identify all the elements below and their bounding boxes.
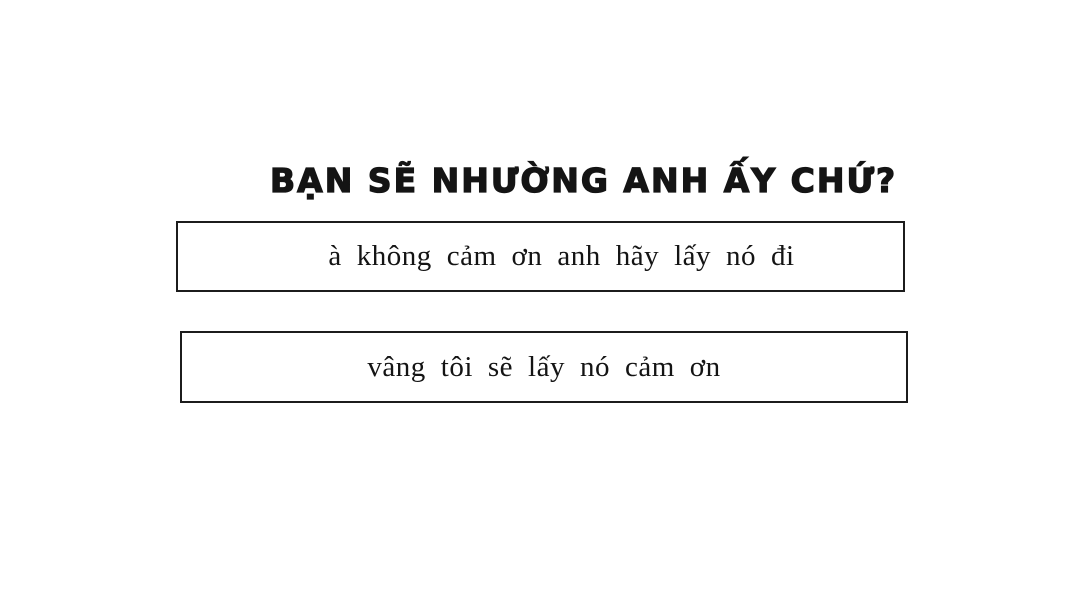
question-title: BẠN SẼ NHƯỜNG ANH ẤY CHỨ? bbox=[270, 161, 898, 200]
answer-option-2-label: vâng tôi sẽ lấy nó cảm ơn bbox=[367, 350, 721, 383]
answer-option-1-label: à không cảm ơn anh hãy lấy nó đi bbox=[328, 240, 795, 272]
answer-option-2[interactable] bbox=[180, 331, 908, 403]
answer-option-1[interactable] bbox=[176, 221, 905, 292]
